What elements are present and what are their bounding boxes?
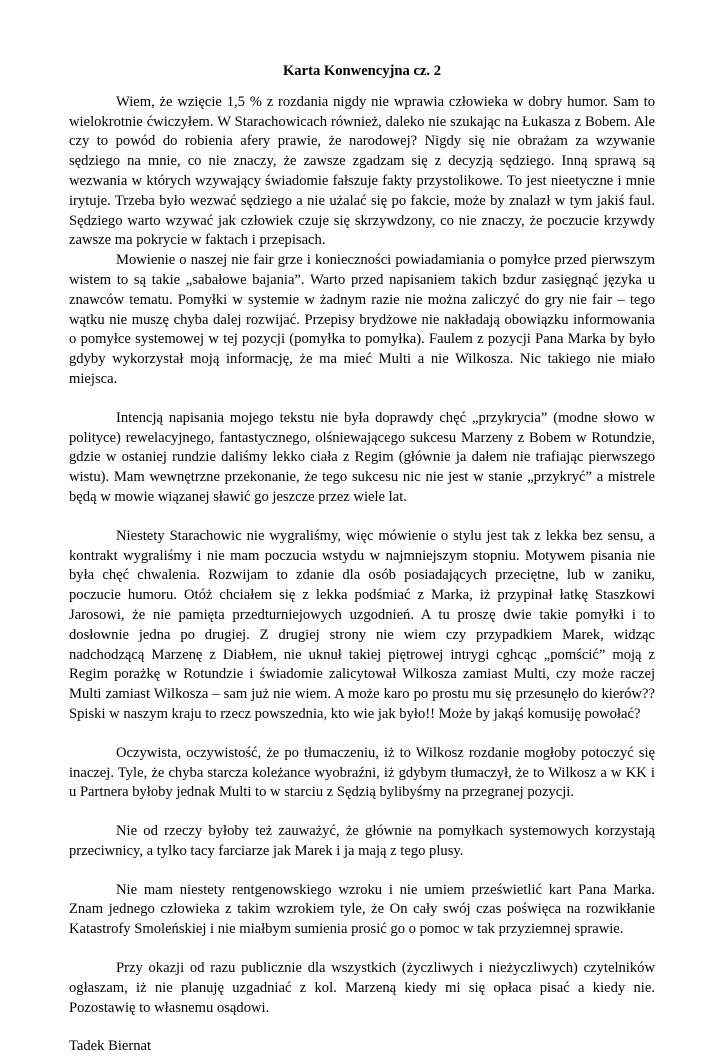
paragraph-3: Intencją napisania mojego tekstu nie była doprawdy chęć „przykrycia” (modne słowo w polityce) rewelacyjnego, fantastycznego, olśniewającego sukcesu Marzeny z Bobem w Rotundzie, gdzie w ostaniej rundzie daliśmy lekko ciała z Regim (głównie ja dałem nie trafiając pierwszego wistu). Mam wewnętrzne przekonanie, że tego sukcesu nic nie jest w stanie „przykryć” a mistrele będą w mowie wiązanej sławić go jeszcze przez wiele lat.: [69, 409, 655, 505]
paragraph-7: Nie mam niestety rentgenowskiego wzroku i nie umiem prześwietlić kart Pana Marka. Znam jednego człowieka z takim wzrokiem tyle, że On cały swój czas poświęca na rozwikłanie Katastrofy Smoleńskiej i nie miałbym sumienia prosić go o pomoc w tak przyziemnej sprawie.: [69, 881, 655, 938]
paragraph-4: Niestety Starachowic nie wygraliśmy, więc mówienie o stylu jest tak z lekka bez sensu, a kontrakt wygraliśmy i nie mam poczucia wstydu w najmniejszym stopniu. Motywem pisania nie była chęć chwalenia. Rozwijam to zdanie dla osób posiadających przeciętne, lub w zaniku, poczucie humoru. Otóż chciałem się z lekka podśmiać z Marka, iż przypinał łatkę Staszkowi Jarosowi, że nie pamięta przedturniejowych uzgodnień. A tu proszę dwie takie pomyłki i to dosłownie jedna po drugiej. Z drugiej strony nie wiem czy przypadkiem Marek, widząc nadchodzącą Marzenę z Diabłem, nie uknuł takiej piętrowej intrygi cghcąc „pomścić” moją z Regim porażkę w Rotundzie i świadomie zalicytował Wilkosza zamiast Multi, czy może raczej Multi zamiast Wilkosza – sam już nie wiem. A może karo po prostu mu się przesunęło do kierów?? Spiski w naszym kraju to rzecz powszednia, kto wie jak było!! Może by jakąś komusiję powołać?: [69, 527, 655, 722]
paragraph-8: Przy okazji od razu publicznie dla wszystkich (życzliwych i nieżyczliwych) czytelników ogłaszam, iż nie planuję uzgadniać z kol. Marzeną kiedy mi się opłaca pisać a kiedy nie. Pozostawię to własnemu osądowi.: [69, 960, 655, 1016]
paragraph-6: Nie od rzeczy byłoby też zauważyć, że głównie na pomyłkach systemowych korzystają przeciwnicy, a tylko tacy farciarze jak Marek i ja mają z tego plusy.: [69, 823, 655, 859]
document-title: Karta Konwencyjna cz. 2: [282, 63, 442, 79]
paragraph-5: Oczywista, oczywistość, że po tłumaczeniu, iż to Wilkosz rozdanie mogłoby potoczyć się inaczej. Tyle, że chyba starcza koleżance wyobraźni, iż gdybym tłumaczył, że to Wilkosz a w KK i u Partnera byłoby jednak Multi to w starciu z Sędzią bylibyśmy na przegranej pozycji.: [69, 744, 655, 801]
paragraph-1: Wiem, że wzięcie 1,5 % z rozdania nigdy nie wprawia człowieka w dobry humor. Sam to wielokrotnie ćwiczyłem. W Starachowicach również, daleko nie szukając na Łukasza z Bobem. Ale czy to powód do robienia afery prawie, że narodowej? Nigdy się nie obrażam za wzywanie sędziego na mnie, co nie znaczy, że zawsze zgadzam się z decyzją sędziego. Inną sprawą są wezwania w których wzywający świadomie fałszuje fakty przystolikowe. To jest nieetyczne i mnie irytuje. Trzeba było wezwać sędziego a nie użalać się po fakcie, może by znalazł w tym jakiś faul. Sędziego warto wzywać jak człowiek czuje się skrzywdzony, co nie znaczy, że poczucie krzywdy zawsze ma pokrycie w faktach i przepisach.: [69, 93, 655, 249]
paragraph-2: Mowienie o naszej nie fair grze i konieczności powiadamiania o pomyłce przed pierwszym wistem to są takie „sabałowe bajania”. Warto przed napisaniem takich bzdur zasięgnąć języka u znawców tematu. Pomyłki w systemie w żadnym razie nie można zaliczyć do gry nie fair – tego wątku nie muszę chyba dalej rozwijać. Przepisy brydżowe nie nakładają obowiązku informowania o pomyłce systemowej w tej pozycji (pomyłka to pomyłka). Faulem z pozycji Pana Marka by było gdyby wykorzystał moją informację, że ma mieć Multi a nie Wilkosza. Nic takiego nie miało miejsca.: [69, 252, 655, 387]
signature: Tadek Biernat: [69, 1038, 152, 1055]
document-page: [69, 62, 655, 1057]
